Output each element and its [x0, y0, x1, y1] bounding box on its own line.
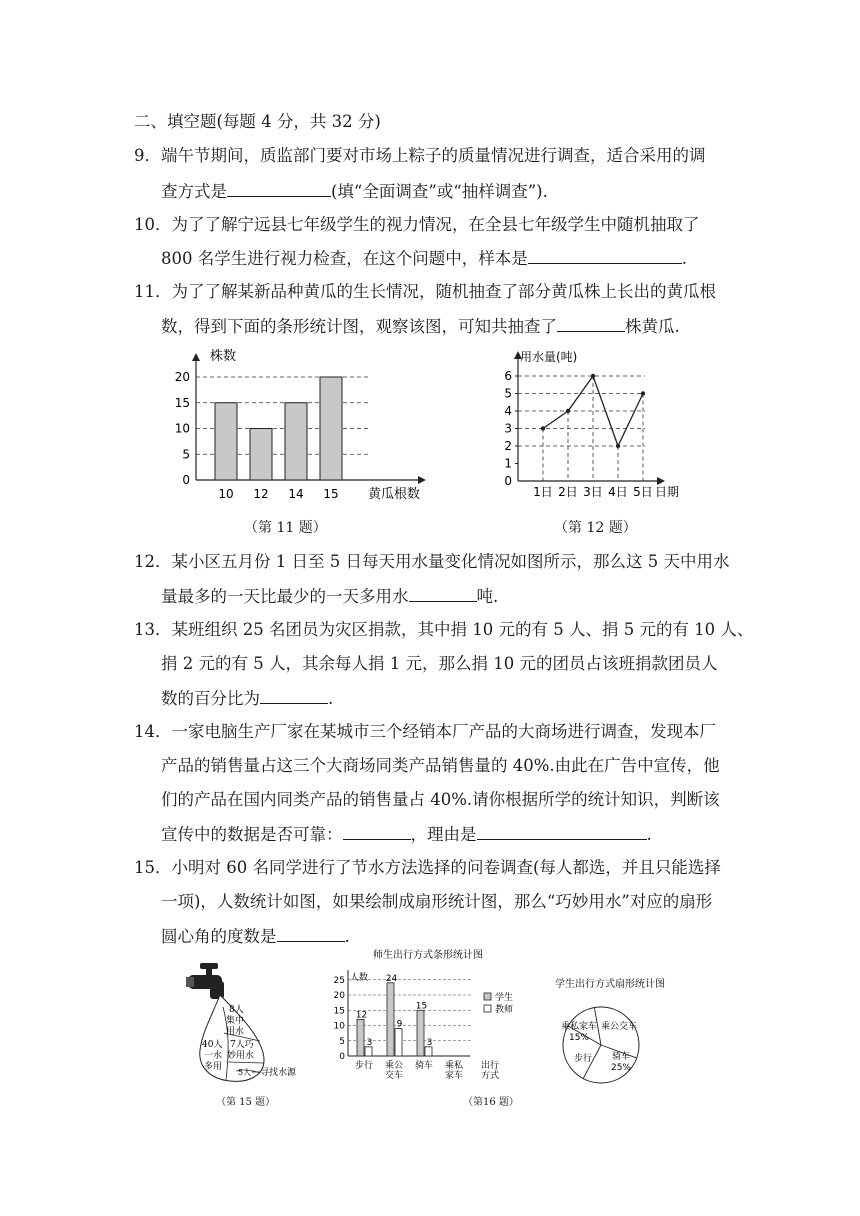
y-axis-label: 人数: [350, 973, 369, 983]
x-tick-label: 交车: [384, 1071, 404, 1081]
drop-label: 用水: [226, 1027, 245, 1037]
question-10-text-a: 800 名学生进行视力检查，在这个问题中，样本是: [161, 249, 528, 268]
bar-教师-骑车: [425, 1047, 432, 1056]
point-4日: [616, 444, 620, 448]
figure-11-bar-chart: [170, 345, 440, 505]
y-axis-label: 用水量(吨): [520, 350, 578, 364]
question-9-text-a: 查方式是: [161, 182, 227, 201]
drop-label: 寻找水源: [260, 1068, 297, 1078]
pie-slice-label: 乘公交车: [600, 1022, 638, 1032]
x-tick-label: 15: [323, 487, 339, 501]
figure-15-caption: （第 15 题）: [216, 1097, 276, 1108]
y-tick-label: 6: [504, 369, 512, 383]
y-tick-label: 5: [182, 447, 190, 462]
bar-教师-步行: [365, 1047, 372, 1056]
question-10-line-1: 10．为了了解宁远县七年级学生的视力情况，在全县七年级学生中随机抽取了: [134, 215, 700, 234]
x-tick-label: 4日: [608, 485, 628, 499]
y-tick-label: 3: [504, 421, 512, 436]
drop-label: 多用: [204, 1062, 223, 1072]
drop-label: 7人巧: [230, 1040, 254, 1050]
pie-slice-percent: 25%: [610, 1063, 632, 1073]
legend-label: 教师: [495, 1005, 514, 1015]
data-label: 3: [366, 1037, 373, 1048]
drop-label: 40人: [202, 1040, 223, 1050]
question-14-line-3: 们的产品在国内同类产品的销售量占 40%.请你根据所学的统计知识，判断该: [161, 790, 720, 809]
x-axis-arrow: [657, 477, 665, 485]
question-11-text-b: 株黄瓜.: [625, 317, 680, 336]
question-15-line-1: 15．小明对 60 名同学进行了节水方法选择的问卷调查(每人都选，并且只能选择: [134, 858, 721, 877]
y-tick-label: 20: [174, 370, 190, 384]
question-15-answer-blank[interactable]: [277, 925, 345, 942]
bar-15: [320, 377, 342, 480]
y-tick-label: 20: [333, 991, 345, 1001]
question-9-line-2: [161, 180, 548, 203]
question-12-line-1: 12．某小区五月份 1 日至 5 日每天用水量变化情况如图所示，那么这 5 天中用水: [134, 552, 730, 571]
question-10-line-2: [161, 247, 687, 270]
x-axis-label: 黄瓜根数: [368, 487, 421, 502]
y-tick-label: 15: [333, 1006, 345, 1017]
figure-15-faucet-drop-diagram: [180, 955, 310, 1085]
question-10-answer-blank[interactable]: [528, 247, 682, 264]
x-axis-label: 方式: [480, 1071, 500, 1081]
question-13-line-3: [161, 687, 333, 710]
bar-10: [215, 403, 237, 480]
question-11-line-2: [161, 315, 680, 338]
x-tick-label: 步行: [354, 1061, 374, 1071]
point-1日: [541, 426, 545, 430]
question-9-answer-blank[interactable]: [227, 180, 331, 197]
question-14-text-c: .: [646, 825, 652, 844]
y-tick-label: 0: [504, 474, 512, 488]
drop-label: 8人: [229, 1005, 244, 1015]
section-title: 二、填空题(每题 4 分，共 32 分): [134, 112, 381, 131]
pie-slice-percent: 15%: [568, 1033, 590, 1043]
pie-slice-label: 骑车: [611, 1052, 631, 1062]
x-tick-label: 家车: [444, 1071, 464, 1081]
y-tick-label: 4: [504, 404, 512, 418]
question-11-line-1: 11．为了了解某新品种黄瓜的生长情况，随机抽查了部分黄瓜株上长出的黄瓜根: [134, 282, 716, 301]
figure-16-pie-chart: [535, 975, 685, 1090]
x-tick-label: 5日: [633, 485, 653, 499]
question-13-answer-blank[interactable]: [260, 687, 328, 704]
question-12-text-b: 吨.: [476, 587, 499, 606]
pie-slice-label: 步行: [573, 1054, 593, 1064]
y-tick-label: 1: [504, 456, 512, 471]
legend-label: 学生: [495, 993, 514, 1003]
question-14-line-2: 产品的销售量占这三个大商场同类产品销售量的 40%.由此在广告中宣传，他: [161, 756, 720, 775]
y-axis-label: 株数: [210, 349, 237, 364]
y-axis-arrow: [192, 353, 200, 361]
y-tick-label: 10: [174, 421, 190, 436]
drop-label: 5人: [238, 1068, 252, 1077]
x-tick-label: 乘私: [444, 1061, 464, 1071]
question-12-text-a: 量最多的一天比最少的一天多用水: [161, 587, 409, 606]
x-tick-label: 骑车: [414, 1061, 434, 1071]
data-label: 3: [426, 1037, 433, 1048]
bar-教师-乘公交车: [395, 1029, 402, 1056]
pie-slice-label: 乘私家车: [560, 1022, 598, 1032]
question-13-text-b: .: [328, 689, 334, 708]
question-13-line-1: 13．某班组织 25 名团员为灾区捐款，其中捐 10 元的有 5 人、捐 5 元的有 10 人、: [134, 620, 754, 639]
question-15-text-a: 圆心角的度数是: [161, 927, 277, 946]
bar-学生-骑车: [417, 1010, 424, 1056]
y-tick-label: 2: [504, 439, 512, 453]
figure-11-caption: （第 11 题）: [244, 520, 327, 536]
figure-12-caption: （第 12 题）: [554, 520, 637, 536]
question-9-line-1: 9．端午节期间，质监部门要对市场上粽子的质量情况进行调查，适合采用的调: [134, 146, 706, 165]
x-tick-label: 14: [288, 487, 304, 501]
question-14-answer-blank-2[interactable]: [477, 823, 647, 840]
drop-label: 一水: [204, 1051, 223, 1061]
chart-title: 师生出行方式条形统计图: [373, 950, 483, 961]
question-10-text-b: .: [681, 249, 687, 268]
bar-12: [250, 429, 272, 481]
y-tick-label: 25: [333, 975, 345, 986]
faucet-icon: [186, 963, 224, 999]
question-13-line-2: 捐 2 元的有 5 人，其余每人捐 1 元，那么捐 10 元的团员占该班捐款团员人: [161, 654, 718, 673]
question-14-text-a: 宣传中的数据是否可靠：: [161, 825, 343, 844]
legend-swatch-教师: [484, 1005, 491, 1012]
x-tick-label: 10: [218, 487, 234, 501]
question-12-answer-blank[interactable]: [409, 585, 477, 602]
y-tick-label: 0: [339, 1052, 345, 1062]
bar-学生-步行: [357, 1019, 364, 1056]
drop-label: 集中: [226, 1016, 245, 1026]
question-14-line-1: 14．一家电脑生产厂家在某城市三个经销本厂产品的大商场进行调查，发现本厂: [134, 722, 716, 741]
point-2日: [566, 409, 570, 413]
y-tick-label: 5: [339, 1036, 345, 1047]
y-tick-label: 15: [174, 395, 190, 410]
y-tick-label: 0: [182, 473, 190, 487]
data-label: 9: [396, 1019, 403, 1030]
point-3日: [591, 374, 595, 378]
figure-16-caption: （第16 题）: [463, 1097, 519, 1108]
data-label: 15: [415, 1001, 428, 1012]
x-tick-label: 1日: [533, 485, 553, 499]
bar-学生-乘公交车: [387, 983, 394, 1056]
x-axis-arrow: [418, 476, 426, 484]
question-15-line-3: [161, 925, 350, 948]
question-14-text-b: ，理由是: [410, 825, 477, 844]
point-5日: [641, 391, 645, 395]
bar-14: [285, 403, 307, 480]
question-11-text-a: 数，得到下面的条形统计图，观察该图，可知共抽查了: [161, 317, 557, 336]
y-tick-label: 10: [333, 1021, 345, 1032]
legend-swatch-学生: [484, 993, 491, 1000]
data-label: 12: [355, 1010, 368, 1021]
question-14-line-4: [161, 823, 652, 846]
question-13-text-a: 数的百分比为: [161, 689, 260, 708]
figure-12-line-chart: [490, 345, 700, 505]
x-tick-label: 3日: [583, 485, 603, 499]
chart-title: 学生出行方式扇形统计图: [555, 979, 665, 990]
data-label: 24: [385, 973, 398, 984]
question-14-answer-blank-1[interactable]: [343, 823, 411, 840]
figure-16-bar-chart: [328, 948, 528, 1088]
x-tick-label: 2日: [558, 485, 578, 499]
question-9-text-b: (填“全面调查”或“抽样调查”).: [331, 182, 548, 201]
x-axis-label: 出行: [480, 1061, 500, 1071]
question-12-line-2: [161, 585, 498, 608]
x-axis-label: 日期: [655, 485, 680, 499]
x-tick-label: 12: [253, 487, 269, 501]
question-11-answer-blank[interactable]: [557, 315, 625, 332]
drop-label: 妙用水: [227, 1051, 255, 1061]
x-tick-label: 乘公: [384, 1061, 404, 1071]
question-15-text-b: .: [344, 927, 350, 946]
y-tick-label: 5: [504, 386, 512, 401]
question-15-line-2: 一项)，人数统计如图，如果绘制成扇形统计图，那么“巧妙用水”对应的扇形: [161, 892, 713, 911]
